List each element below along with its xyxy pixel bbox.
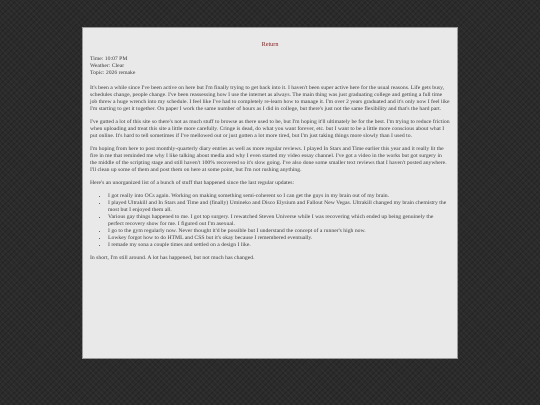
entry-paragraph: I'm hoping from here to post monthly-quarterly diary entries as well as more regular reviews. I played In Stars and Time earlier this year and it really lit the fire in me that reminded me why I like talking about media and why I even started my video essay channel. I've got a video in the works but got surgery in the middle of the scripting stage and still haven't 100% recovered so it's slow going. I've also done some smaller text reviews that I haven't posted anywhere. I'll clean up some of them and post them on here at some point, but I'm not rushing anything. xyxy=(90,146,447,173)
list-item: • I go to the gym regularly now. Never thought it'd be possible but I understand the concept of a runner's high now. xyxy=(108,228,450,235)
closing-paragraph: In short, I'm still around. A lot has happened, but not much has changed. xyxy=(90,255,255,261)
entry-paragraph: I've gutted a lot of this site so there's not as much stuff to browse as there used to be, but I'm hoping it'll ultimately be for the best. I'm trying to reduce friction when uploading and treat this site a little more carefully. Cringe is dead, do what you want forever, etc. but I want to be a little more conscious about what I put online. It's hard to tell sometimes if I've mellowed out or just gotten a lot more tired, but I'm just taking things more slowly than I used to. xyxy=(90,119,450,139)
entry-topic: Topic: 2026 remake xyxy=(90,70,136,76)
list-item: • I remade my sona a couple times and settled on a design I like. xyxy=(108,242,450,249)
list-item: • Lowkey forgot how to do HTML and CSS but it's okay because I remembered eventually. xyxy=(108,235,450,242)
diary-entry-panel xyxy=(82,27,458,359)
entry-time: Time: 10:07 PM xyxy=(90,56,128,62)
return-link[interactable]: Return xyxy=(261,41,279,48)
update-list xyxy=(90,193,450,249)
list-intro: Here's an unorganized list of a bunch of stuff that happened since the last regular updates: xyxy=(90,180,295,186)
entry-weather: Weather: Clear xyxy=(90,63,125,69)
list-item: • I got really into OCs again. Working on making something semi-coherent so I can get the guys in my brain out of my brain. xyxy=(108,193,450,200)
entry-meta xyxy=(90,56,450,77)
list-item: • I played Ultrakill and In Stars and Time and (finally) Umineko and Disco Elysium and Fallout New Vegas. Ultrakill changed my brain chemistry the most but I enjoyed them all. xyxy=(108,200,450,214)
entry-paragraph: It's been a while since I've been active on here but I'm finally trying to get back into it. I haven't been super active here for the usual reasons. Life gets busy, schedules change, people change. I've been reassessing how I use the internet as always. The main thing was just graduating college and getting a full time job threw a huge wrench into my schedule. I feel like I've had to completely re-learn how to manage it. I'm over 2 years graduated and it's only now I feel like I'm starting to get it together. On paper I work the same number of hours as I did in college, but there's just not the same flexibility and that's the hard part. xyxy=(90,85,450,112)
list-item: • Various gay things happened to me. I got top surgery. I rewatched Steven Universe while I was recovering which ended up being genuinely the perfect recovery show for me. I figured out I'm asexual. xyxy=(108,214,450,228)
